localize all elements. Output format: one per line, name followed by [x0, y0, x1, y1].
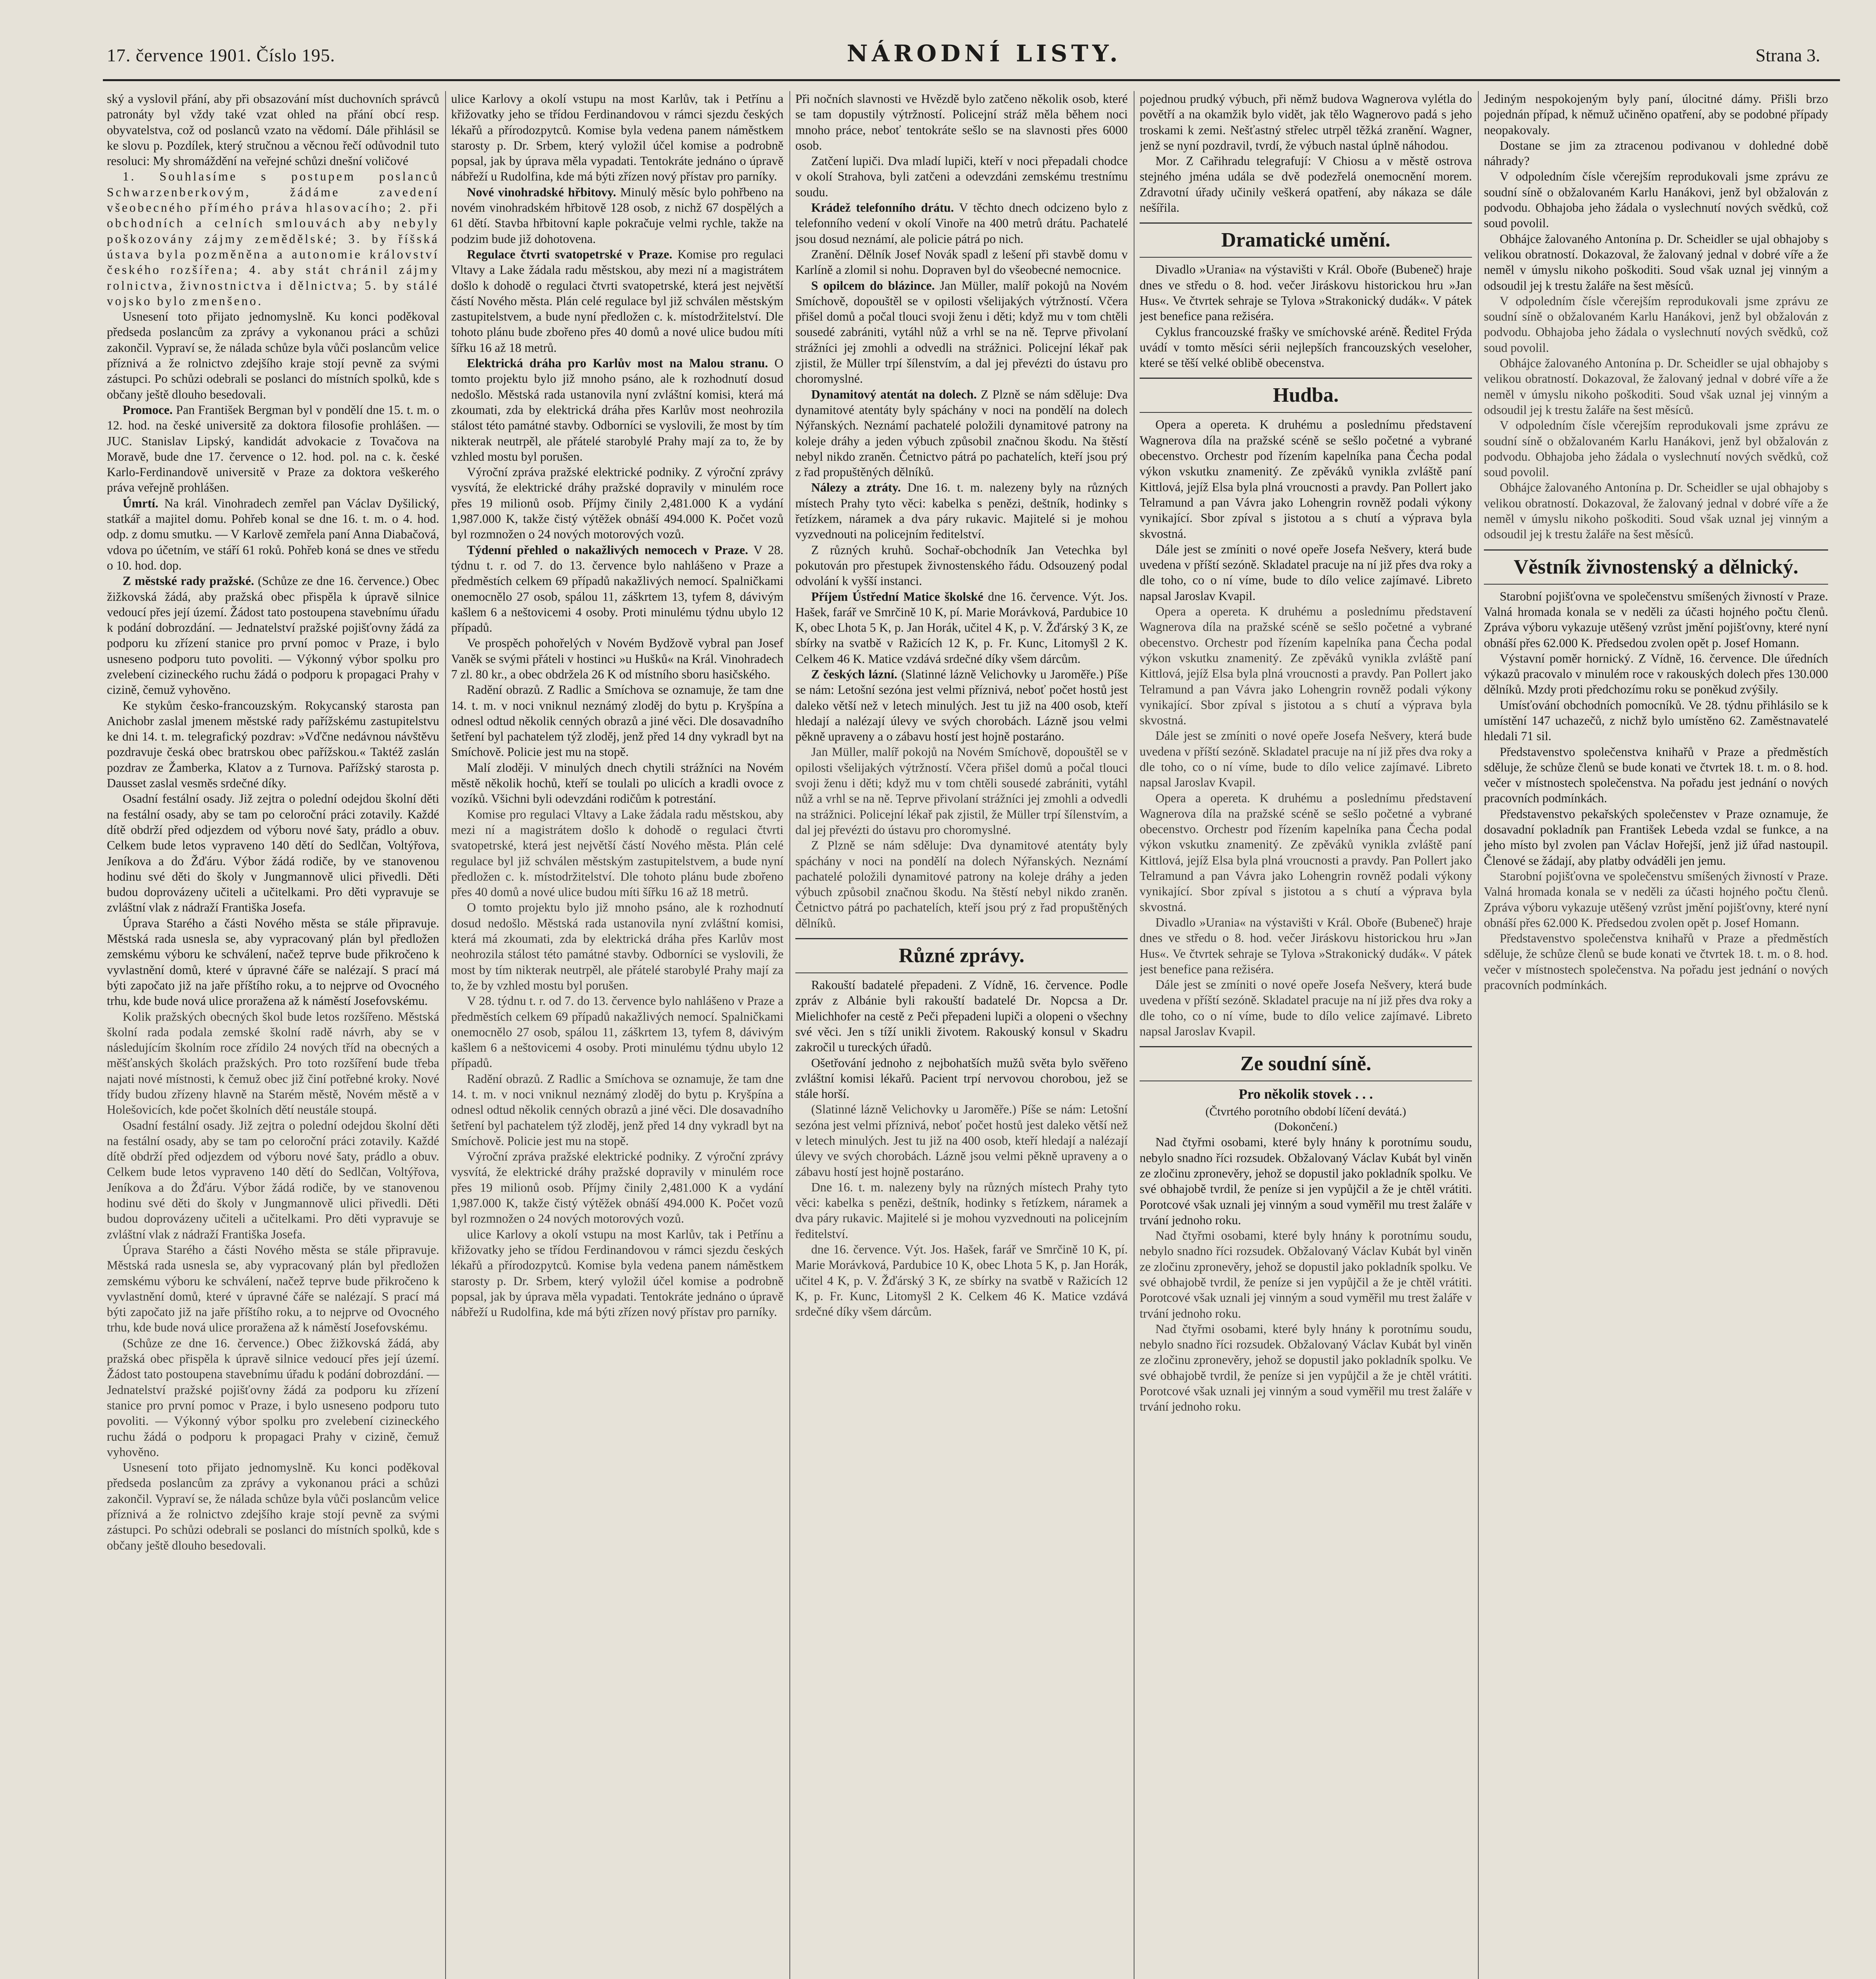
headline: Dynamitový atentát na dolech.: [811, 387, 977, 401]
column-rule: [1478, 91, 1479, 1979]
article-text: Divadlo »Urania« na výstavišti v Král. Oboře (Bubeneč) hraje dnes ve středu o 8. hod. večer Jiráskovu historickou hru »Jan Hus«. Ve čtvrtek sehraje se Tylova »Strakonický dudák«. V pátek jest benefice pana režiséra.: [1140, 915, 1472, 976]
article-text: Zranění. Dělník Josef Novák spadl z lešení při stavbě domu v Karlíně a zlomil si nohu. Dopraven byl do všeobecné nemocnice.: [795, 247, 1128, 277]
column-rule: [445, 91, 446, 1979]
article-text: Úprava Starého a části Nového města se stále připravuje. Městská rada usnesla se, aby vypracovaný plán byl předložen zemskému výboru ke schválení, načež teprve bude přikročeno k vyvlastnění domů, které v úpravné čáře se nalézají. S prací má býti započato již na jaře příštího roku, a to nejprve od Ovocného trhu, kde bude nová ulice proražena až k náměstí Josefovskému.: [107, 1242, 439, 1335]
section-title: Ze soudní síně.: [1240, 1052, 1371, 1075]
article-text: Osadní festální osady. Již zejtra o polední odejdou školní děti na festální osady, aby se tam po celoroční práci zotavily. Každé dítě obdrží před odjezdem od výboru nové šaty, prádlo a obuv. Celkem bude letos vypraveno 140 dětí do Sedlčan, Voltýřova, Jeníkova a do Žďáru. Výbor žádá rodiče, by ve stanovenou hodinu své děti do školy v Jungmannově ulici přivedli. Děti budou doprovázeny učiteli a učitelkami. Pro děti vypravuje se zvláštní vlak z nádraží Františka Josefa.: [107, 1118, 439, 1241]
headline: S opilcem do blázince.: [811, 278, 935, 292]
article-text: ulice Karlovy a okolí vstupu na most Karlův, tak i Petřínu a křižovatky jeho se třídou Ferdinandovou v rámci sjezdu českých lékařů a přírodozpytců. Komise byla vedena panem náměstkem starosty p. Dr. Srbem, který vyložil účel komise a podrobně popsal, jak by úprava měla vypadati. Tentokráte jednáno o úpravě nábřeží u Rudolfina, kde má býti zřízen nový přístav pro parníky.: [451, 1227, 783, 1319]
article-text: Malí zloději. V minulých dnech chytili strážníci na Novém městě několik hochů, kteří se toulali po ulicích a kradli ovoce z vozíků. Všichni byli odevzdáni rodičům k potrestání.: [451, 760, 783, 806]
article-text: Dále jest se zmíniti o nové opeře Josefa Nešvery, která bude uvedena v příští sezóně. Skladatel pracuje na ní již přes dva roky a dle toho, co o ní víme, bude to dílo velice zajímavé. Libreto napsal Jaroslav Kvapil.: [1140, 729, 1472, 790]
article-text: Jediným nespokojeným byly paní, úlocitné dámy. Přišli brzo pojednán případ, k němuž učiněno opatření, aby se podobné případy neopakovaly.: [1484, 92, 1828, 137]
page-header: [107, 38, 1876, 77]
headline: Krádež telefonního drátu.: [811, 201, 954, 215]
article-text: Umísťování obchodních pomocníků. Ve 28. týdnu přihlásilo se k umístění 147 uchazečů, z nichž bylo umístěno 62. Zaměstnavatelé hledali 71 sil.: [1484, 698, 1828, 743]
article-text: Ošetřování jednoho z nejbohatších mužů světa bylo svěřeno zvláštní komisi lékařů. Pacient trpí nervovou chorobou, jež se stále horší.: [795, 1056, 1128, 1101]
headline: Příjem Ústřední Matice školské: [811, 589, 984, 604]
headline: Nálezy a ztráty.: [811, 481, 901, 495]
article-text: ulice Karlovy a okolí vstupu na most Karlův, tak i Petřínu a křižovatky jeho se třídou Ferdinandovou v rámci sjezdu českých lékařů a přírodozpytců. Komise byla vedena panem náměstkem starosty p. Dr. Srbem, který vyložil účel komise a podrobně popsal, jak by úprava měla vypadati. Tentokráte jednáno o úpravě nábřeží u Rudolfina, kde má býti zřízen nový přístav pro parníky.: [451, 92, 783, 184]
section-title: Hudba.: [1273, 384, 1339, 407]
section-rule: [1140, 222, 1472, 224]
article-text: Mor. Z Cařihradu telegrafují: V Chiosu a v městě ostrova stejného jména udála se dvě podezřelá onemocnění morem. Zdravotní úřady učinily veškerá opatření, aby nákaza se dále nešířila.: [1140, 154, 1472, 215]
section-rule: [795, 972, 1128, 973]
article-text: Výroční zpráva pražské elektrické podniky. Z výroční zprávy vysvítá, že elektrické dráhy pražské dopravily v minulém roce přes 19 milionů osob. Příjmy činily 2,481.000 K a vydání 1,987.000 K, takže čistý výtěžek obnáší 494.000 K. Počet vozů byl rozmnožen o 24 nových motorových vozů.: [451, 1149, 783, 1226]
section-title: Věstník živnostenský a dělnický.: [1514, 555, 1798, 578]
article-text: Divadlo »Urania« na výstavišti v Král. Oboře (Bubeneč) hraje dnes ve středu o 8. hod. večer Jiráskovu historickou hru »Jan Hus«. Ve čtvrtek sehraje se Tylova »Strakonický dudák«. V pátek jest benefice pana režiséra.: [1140, 262, 1472, 323]
article-text: Obhájce žalovaného Antonína p. Dr. Scheidler se ujal obhajoby s velikou obratností. Dokazoval, že žalovaný jednal v dobré víře a že neměl v úmyslu nikoho poškoditi. Soud však uznal jej vinným a odsoudil jej k trestu žaláře na šest měsíců.: [1484, 481, 1828, 541]
article-text: Osadní festální osady. Již zejtra o polední odejdou školní děti na festální osady, aby se tam po celoroční práci zotavily. Každé dítě obdrží před odjezdem od výboru nové šaty, prádlo a obuv. Celkem bude letos vypraveno 140 dětí do Sedlčan, Voltýřova, Jeníkova a do Žďáru. Výbor žádá rodiče, by ve stanovenou hodinu své děti do školy v Jungmannově ulici přivedli. Děti budou doprovázeny učiteli a učitelkami. Pro děti vypravuje se zvláštní vlak z nádraží Františka Josefa.: [107, 792, 439, 915]
article-text: V odpoledním čísle včerejším reprodukovali jsme zprávu ze soudní síně o obžalovaném Karlu Hanákovi, jenž byl obžalován z podvodu. Obhajoba jeho žádala o vyslechnutí nových svědků, což soud povolil.: [1484, 169, 1828, 230]
issue-date: 17. července 1901. Číslo 195.: [107, 45, 336, 65]
article-text: V 28. týdnu t. r. od 7. do 13. července bylo nahlášeno v Praze a předměstích celkem 69 případů nakažlivých nemocí. Spalničkami onemocnělo 27 osob, spálou 11, záškrtem 13, tyfem 8, dávivým kašlem 6 a neštovicemi 4 osoby. Proti minulému týdnu ubylo 12 případů.: [451, 543, 783, 635]
column-3: [795, 91, 1128, 1979]
story-subtitle: (Dokončení.): [1274, 1120, 1337, 1134]
headline: Z českých lázní.: [811, 667, 897, 681]
article-text: Představenstvo společenstva knihařů v Praze a předměstích sděluje, že schůze členů se bude konati ve čtvrtek 18. t. m. o 8. hod. večer v místnostech společenstva. Na pořadu jest jednání o nových pracovních podmínkách.: [1484, 931, 1828, 992]
article-text: Dostane se jim za ztracenou podivanou v dohledné době náhrady?: [1484, 138, 1828, 168]
headline: Promoce.: [123, 403, 173, 417]
article-text: Starobní pojišťovna ve společenstvu smíšených živností v Praze. Valná hromada konala se v neděli za účasti hojného počtu členů. Zpráva výboru vykazuje utěšený vzrůst jmění pojišťovny, které nyní obnáší přes 62.000 K. Předsedou zvolen opět p. Josef Homann.: [1484, 589, 1828, 650]
column-rule: [789, 91, 790, 1979]
article-text: Pan František Bergman byl v pondělí dne 15. t. m. o 12. hod. na české universitě za doktora filosofie prohlášen. — JUC. Stanislav Lipský, kandidát advokacie z Tovačova na Moravě, bude dne 17. července o 12. hod. pol. na c. k. české Karlo-Ferdinandově universitě v Praze za doktora veškerého práva veřejně prohlášen.: [107, 403, 439, 495]
article-text: Ke stykům česko-francouzským. Rokycanský starosta pan Anichobr zaslal jmenem městské rady pařížskému zastupitelstvu ke dni 14. t. m. telegrafický pozdrav: »Vďčne nedávnou návštěvu pozdravuje česká obec bratrskou obec pařížskou.« Taktéž zaslán pozdrav ze Žamberka, Klatov a z Turnova. Pařížský starosta p. Dausset zaslal vesměs srdečné díky.: [107, 698, 439, 790]
article-text: Obhájce žalovaného Antonína p. Dr. Scheidler se ujal obhajoby s velikou obratností. Dokazoval, že žalovaný jednal v dobré víře a že neměl v úmyslu nikoho poškoditi. Soud však uznal jej vinným a odsoudil jej k trestu žaláře na šest měsíců.: [1484, 356, 1828, 417]
article-text: V těchto dnech odcizeno bylo z telefonního vedení v okolí Vinoře na 400 metrů drátu. Pachatelé jsou dosud neznámí, ale policie pátrá po nich.: [795, 201, 1128, 246]
article-text: Dne 16. t. m. nalezeny byly na různých místech Prahy tyto věci: kabelka s penězi, deštník, hodinky s řetízkem, náramek a dva páry rukavic. Majitelé si je mohou vyzvednouti na policejním ředitelství.: [795, 1180, 1128, 1241]
article-text: Komise pro regulaci Vltavy a Lake žádala radu městskou, aby mezi ní a magistrátem došlo k dohodě o regulaci čtvrti svatopetrské, která jest největší částí Nového města. Plán celé regulace byl již schválen městským zastupitelstvem, a bude nyní předložen c. k. místodržitelství. Dle tohoto plánu bude zbořeno přes 40 domů a nové ulice budou míti šířku 16 až 18 metrů.: [451, 247, 783, 355]
column-1: [107, 91, 439, 1979]
article-text: V odpoledním čísle včerejším reprodukovali jsme zprávu ze soudní síně o obžalovaném Karlu Hanákovi, jenž byl obžalován z podvodu. Obhajoba jeho žádala o vyslechnutí nových svědků, což soud povolil.: [1484, 418, 1828, 479]
section-title: Různé zprávy.: [899, 944, 1024, 967]
column-4: [1140, 91, 1472, 1979]
article-text: Nad čtyřmi osobami, které byly hnány k porotnímu soudu, nebylo snadno říci rozsudek. Obžalovaný Václav Kubát byl viněn ze zločinu zpronevěry, jehož se dopustil jako pokladník spolku. Ve své obhajobě tvrdil, že peníze si jen vypůjčil a že je chtěl vrátiti. Porotcové však uznali jej vinným a soud vyměřil mu trest žaláře v trvání jednoho roku.: [1140, 1229, 1472, 1320]
article-text: Z Plzně se nám sděluje: Dva dynamitové atentáty byly spáchány v noci na pondělí na dolech Nýřanských. Neznámí pachatelé položili dynamitové patrony na koleje dráhy a jeden výbuch způsobil značnou škodu. Na štěstí nebyl nikdo zraněn. Četnictvo pátrá po pachatelích, kteří jsou prý z řad propuštěných dělníků.: [795, 387, 1128, 479]
article-text: Dále jest se zmíniti o nové opeře Josefa Nešvery, která bude uvedena v příští sezóně. Skladatel pracuje na ní již přes dva roky a dle toho, co o ní víme, bude to dílo velice zajímavé. Libreto napsal Jaroslav Kvapil.: [1140, 542, 1472, 603]
article-text: Z různých kruhů. Sochař-obchodník Jan Vetechka byl pokutován pro přestupek živnostenského řádu. Odsouzený podal odvolání k vyšší instanci.: [795, 543, 1128, 588]
headline: Elektrická dráha pro Karlův most na Malou stranu.: [467, 356, 768, 370]
article-text: Opera a opereta. K druhému a poslednímu představení Wagnerova díla na pražské scéně se sešlo početné a vybrané obecenstvo. Orchestr pod řízením kapelníka pana Čecha podal výkon vskutku znamenitý. Ze zpěváků vynikla zvláště paní Kittlová, jejíž Elsa byla plná vroucnosti a pravdy. Pan Pollert jako Telramund a pan Vávra jako Lohengrin rovněž podali výkony vynikající. Sbor zpíval s jistotou a s chutí a výprava byla skvostná.: [1140, 791, 1472, 914]
article-text: Představenstvo společenstva knihařů v Praze a předměstích sděluje, že schůze členů se bude konati ve čtvrtek 18. t. m. o 8. hod. večer v místnostech společenstva. Na pořadu jest jednání o nových pracovních podmínkách.: [1484, 744, 1828, 805]
resolution-text: 1. Souhlasíme s postupem poslanců Schwarzenberkovým, žádáme zavedení všeobecného přímého práva hlasovacího; 2. při obchodních a celních smlouvách aby nebyly poškozovány zájmy zemědělské; 3. by říšská ústava byla pozměněna a autonomie království českého rozšířena; 4. aby stát chránil zájmy rolnictva, živnostnictva i dělnictva; 5. by stálé vojsko bylo zmenšeno.: [107, 169, 439, 308]
article-text: Na král. Vinohradech zemřel pan Václav Dyšilický, statkář a majitel domu. Pohřeb konal se dne 16. t. m. o 4. hod. odp. z domu smutku. — V Karlově zemřela paní Anna Diabačová, vdova po účetním, ve stáří 61 roků. Pohřeb koná se dnes ve středu o 10. hod. dop.: [107, 496, 439, 572]
section-rule: [795, 938, 1128, 939]
article-text: Výstavní poměr hornický. Z Vídně, 16. července. Dle úředních výkazů pracovalo v minulém roce v rakouských dolech přes 130.000 dělníků. Mzdy proti předchozímu roku se poněkud zvýšily.: [1484, 651, 1828, 697]
article-text: pojednou prudký výbuch, při němž budova Wagnerova vylétla do povětří a na okamžik bylo vidět, jak tělo Wagnerovo padá s jeho troskami k zemi. Nešťastný střelec utrpěl těžká zranění. Wagner, jenž se nyní pozdravil, tvrdí, že výbuch nastal úplně náhodou.: [1140, 92, 1472, 152]
article-text: Starobní pojišťovna ve společenstvu smíšených živností v Praze. Valná hromada konala se v neděli za účasti hojného počtu členů. Zpráva výboru vykazuje utěšený vzrůst jmění pojišťovny, které nyní obnáší přes 62.000 K. Předsedou zvolen opět p. Josef Homann.: [1484, 869, 1828, 930]
article-text: Rakouští badatelé přepadeni. Z Vídně, 16. července. Podle zpráv z Albánie byli rakouští badatelé Dr. Nopcsa a Dr. Mielichhofer na cestě z Peči přepadeni lupiči a olopeni o všechny své věci. Jen s tíží unikli životem. Rakouský konsul v Skadru zakročil u tureckých úřadů.: [795, 978, 1128, 1054]
column-5: [1484, 91, 1828, 1979]
story-title: Pro několik stovek . . .: [1239, 1086, 1373, 1102]
section-rule: [1484, 549, 1828, 551]
article-text: O tomto projektu bylo již mnoho psáno, ale k rozhodnutí dosud nedošlo. Městská rada ustanovila nyní zvláštní komisi, která má zkoumati, zda by elektrická dráha přes Karlův most neohrozila stálost této památné stavby. Odborníci se vyslovili, že most by tím nikterak neutrpěl, ale přátelé starobylé Prahy mají za to, že by vzhled mostu byl porušen.: [451, 356, 783, 463]
article-text: Opera a opereta. K druhému a poslednímu představení Wagnerova díla na pražské scéně se sešlo početné a vybrané obecenstvo. Orchestr pod řízením kapelníka pana Čecha podal výkon vskutku znamenitý. Ze zpěváků vynikla zvláště paní Kittlová, jejíž Elsa byla plná vroucnosti a pravdy. Pan Pollert jako Telramund a pan Vávra jako Lohengrin rovněž podali výkony vynikající. Sbor zpíval s jistotou a s chutí a výprava byla skvostná.: [1140, 418, 1472, 541]
headline: Úmrtí.: [123, 496, 159, 510]
header-rule: [103, 79, 1840, 81]
article-text: (Schůze ze dne 16. července.) Obec žižkovská žádá, aby pražská obec přispěla k úpravě silnice vedoucí přes její území. Žádost tato postoupena stavebnímu úřadu k podání dobrozdání. — Jednatelství pražské pojišťovny žádá za podporu ku zřízení stanice pro první pomoc v Praze, i bylo usneseno podporu tuto povoliti. — Výkonný výbor spolku pro zvelebení cizineckého ruchu žádá o podporu k propagaci Prahy v cizině, čemuž vyhověno.: [107, 1336, 439, 1459]
article-text: (Slatinné lázně Velichovky u Jaroměře.) Píše se nám: Letošní sezóna jest velmi příznivá, neboť počet hostů jest daleko větší než v letech minulých. Jest tu již na 400 osob, kteří hledají a nalézají úlevy ve svých chorobách. Lázně jsou velmi pěkně upraveny a o zábavu hostí jest hojně postaráno.: [795, 667, 1128, 744]
section-rule: [1140, 412, 1472, 413]
article-text: Jan Müller, malíř pokojů na Novém Smíchově, dopouštěl se v opilosti všelijakých výtržností. Včera přišel domů a počal tlouci svoji ženu i děti; když mu v tom chtěli sousedé zabrániti, vytáhl nůž a vrhl se na ně. Teprve přivolaní strážníci jej zmohli a odvedli na strážnici. Policejní lékař pak zjistil, že Müller trpí šílenstvím, a dal jej převézti do ústavu pro choromyslné.: [795, 745, 1128, 837]
article-text: O tomto projektu bylo již mnoho psáno, ale k rozhodnutí dosud nedošlo. Městská rada ustanovila nyní zvláštní komisi, která má zkoumati, zda by elektrická dráha přes Karlův most neohrozila stálost této památné stavby. Odborníci se vyslovili, že most by tím nikterak neutrpěl, ale přátelé starobylé Prahy mají za to, že by vzhled mostu byl porušen.: [451, 900, 783, 992]
article-text: Představenstvo pekařských společenstev v Praze oznamuje, že dosavadní pokladník pan František Lebeda vzdal se funkce, a na jeho místo byl zvolen pan Václav Hořejší, jenž již úřad nastoupil. Členové se žádají, aby platby odváděli jen jemu.: [1484, 807, 1828, 868]
section-rule: [1140, 378, 1472, 379]
section-title: Dramatické umění.: [1221, 229, 1390, 252]
article-text: Úprava Starého a části Nového města se stále připravuje. Městská rada usnesla se, aby vypracovaný plán byl předložen zemskému výboru ke schválení, načež teprve bude přikročeno k vyvlastnění domů, které v úpravné čáře se nalézají. S prací má býti započato již na jaře příštího roku, a to nejprve od Ovocného trhu, kde bude nová ulice proražena až k náměstí Josefovskému.: [107, 916, 439, 1008]
article-text: Nad čtyřmi osobami, které byly hnány k porotnímu soudu, nebylo snadno říci rozsudek. Obžalovaný Václav Kubát byl viněn ze zločinu zpronevěry, jehož se dopustil jako pokladník spolku. Ve své obhajobě tvrdil, že peníze si jen vypůjčil a že je chtěl vrátiti. Porotcové však uznali jej vinným a soud vyměřil mu trest žaláře v trvání jednoho roku.: [1140, 1322, 1472, 1414]
article-text: dne 16. července. Výt. Jos. Hašek, farář ve Smrčině 10 K, pí. Marie Morávková, Pardubice 10 K, obec Lhota 5 K, p. Jan Horák, učitel 4 K, p. V. Žďárský 3 K, ze sbírky na svatbě v Ražicích 12 K, p. Fr. Kunc, Litomyšl 2 K. Celkem 46 K. Matice vzdává srdečné díky všem dárcům.: [795, 589, 1128, 666]
article-text: dne 16. července. Výt. Jos. Hašek, farář ve Smrčině 10 K, pí. Marie Morávková, Pardubice 10 K, obec Lhota 5 K, p. Jan Horák, učitel 4 K, p. V. Žďárský 3 K, ze sbírky na svatbě v Ražicích 12 K, p. Fr. Kunc, Litomyšl 2 K. Celkem 46 K. Matice vzdává srdečné díky všem dárcům.: [795, 1242, 1128, 1319]
section-rule: [1484, 584, 1828, 585]
headline: Regulace čtvrti svatopetrské v Praze.: [467, 247, 672, 261]
masthead-title: NÁRODNÍ LISTY.: [847, 40, 1122, 67]
article-text: Dne 16. t. m. nalezeny byly na různých místech Prahy tyto věci: kabelka s penězi, deštník, hodinky s řetízkem, náramek a dva páry rukavic. Majitelé si je mohou vyzvednouti na policejním ředitelství.: [795, 481, 1128, 541]
article-text: Radění obrazů. Z Radlic a Smíchova se oznamuje, že tam dne 14. t. m. v noci vniknul neznámý zloděj do bytu p. Kryšpína a odnesl odtud několik cenných obrazů a jiné věci. Dle dosavadního šetření byl pachatelem týž zloděj, jenž před 14 dny vykradl byt na Smíchově. Policie jest mu na stopě.: [451, 683, 783, 759]
article-text: Cyklus francouzské frašky ve smíchovské aréně. Ředitel Frýda uvádí v tomto měsíci sérii nejlepších francouzských veseloher, které se těší velké oblibě obecenstva.: [1140, 325, 1472, 370]
article-text: Radění obrazů. Z Radlic a Smíchova se oznamuje, že tam dne 14. t. m. v noci vniknul neznámý zloděj do bytu p. Kryšpína a odnesl odtud několik cenných obrazů a jiné věci. Dle dosavadního šetření byl pachatelem týž zloděj, jenž před 14 dny vykradl byt na Smíchově. Policie jest mu na stopě.: [451, 1071, 783, 1148]
article-text: Ve prospěch pohořelých v Novém Bydžově vybral pan Josef Vaněk se svými přáteli v hostinci »u Hušků« na Král. Vinohradech 7 zl. 80 kr., a obec obdržela 26 K od místního sboru hasičského.: [451, 636, 783, 681]
article-text: Usnesení toto přijato jednomyslně. Ku konci poděkoval předseda poslancům za zprávy a vykonanou práci a schůzi zakončil. Vypraví se, že nálada schůze byla vůči poslancům velice příznivá a že rolnictvo zdejšího kraje stojí pevně za svými zástupci. Po schůzi odebrali se poslanci do místních spolků, kde s občany ještě dlouho besedovali.: [107, 1461, 439, 1552]
article-text: Kolik pražských obecných škol bude letos rozšířeno. Městská školní rada podala zemské školní radě návrh, aby se v následujícím školním roce zřídilo 24 nových tříd na obecných a měšťanských školách pražských. Pro toto rozšíření bude třeba najati nové místnosti, k čemuž obec již činí potřebné kroky. Nové třídy budou zřízeny hlavně na Starém městě, Novém městě a v Holešovicích, kde počet školních dětí neustále stoupá.: [107, 1009, 439, 1117]
headline: Týdenní přehled o nakažlivých nemocech v Praze.: [467, 543, 748, 557]
article-text: (Schůze ze dne 16. července.) Obec žižkovská žádá, aby pražská obec přispěla k úpravě silnice vedoucí přes její území. Žádost tato postoupena stavebnímu úřadu k podání dobrozdání. — Jednatelství pražské pojišťovny žádá za podporu ku zřízení stanice pro první pomoc v Praze, i bylo usneseno podporu tuto povoliti. — Výkonný výbor spolku pro zvelebení cizineckého ruchu žádá o podporu k propagaci Prahy v cizině, čemuž vyhověno.: [107, 574, 439, 697]
article-text: Z Plzně se nám sděluje: Dva dynamitové atentáty byly spáchány v noci na pondělí na dolech Nýřanských. Neznámí pachatelé položili dynamitové patrony na koleje dráhy a jeden výbuch způsobil značnou škodu. Na štěstí nebyl nikdo zraněn. Četnictvo pátrá po pachatelích, kteří jsou prý z řad propuštěných dělníků.: [795, 838, 1128, 930]
article-text: Nad čtyřmi osobami, které byly hnány k porotnímu soudu, nebylo snadno říci rozsudek. Obžalovaný Václav Kubát byl viněn ze zločinu zpronevěry, jehož se dopustil jako pokladník spolku. Ve své obhajobě tvrdil, že peníze si jen vypůjčil a že je chtěl vrátiti. Porotcové však uznali jej vinným a soud vyměřil mu trest žaláře v trvání jednoho roku.: [1140, 1135, 1472, 1227]
page-number: Strana 3.: [1755, 45, 1820, 65]
article-text: Opera a opereta. K druhému a poslednímu představení Wagnerova díla na pražské scéně se sešlo početné a vybrané obecenstvo. Orchestr pod řízením kapelníka pana Čecha podal výkon vskutku znamenitý. Ze zpěváků vynikla zvláště paní Kittlová, jejíž Elsa byla plná vroucnosti a pravdy. Pan Pollert jako Telramund a pan Vávra jako Lohengrin rovněž podali výkony vynikající. Sbor zpíval s jistotou a s chutí a výprava byla skvostná.: [1140, 604, 1472, 727]
article-text: Při nočních slavnosti ve Hvězdě bylo zatčeno několik osob, které se tam dopustily výtržností. Policejní stráž měla během noci mnoho práce, neboť tentokráte sešlo se na slavnosti přes 6000 osob.: [795, 92, 1128, 152]
article-text: Minulý měsíc bylo pohřbeno na novém vinohradském hřbitově 128 osob, z nichž 67 dospělých a 61 dětí. Stavba hřbitovní kaple pokračuje velmi rychle, takže na podzim bude již dohotovena.: [451, 185, 783, 246]
article-text: Dále jest se zmíniti o nové opeře Josefa Nešvery, která bude uvedena v příští sezóně. Skladatel pracuje na ní již přes dva roky a dle toho, co o ní víme, bude to dílo velice zajímavé. Libreto napsal Jaroslav Kvapil.: [1140, 978, 1472, 1039]
section-rule: [1140, 1046, 1472, 1047]
article-text: V odpoledním čísle včerejším reprodukovali jsme zprávu ze soudní síně o obžalovaném Karlu Hanákovi, jenž byl obžalován z podvodu. Obhajoba jeho žádala o vyslechnutí nových svědků, což soud povolil.: [1484, 294, 1828, 355]
headline: Z městské rady pražské.: [123, 574, 254, 588]
article-text: V 28. týdnu t. r. od 7. do 13. července bylo nahlášeno v Praze a předměstích celkem 69 případů nakažlivých nemocí. Spalničkami onemocnělo 27 osob, spálou 11, záškrtem 13, tyfem 8, dávivým kašlem 6 a neštovicemi 4 osoby. Proti minulému týdnu ubylo 12 případů.: [451, 994, 783, 1070]
article-text: Jan Müller, malíř pokojů na Novém Smíchově, dopouštěl se v opilosti všelijakých výtržností. Včera přišel domů a počal tlouci svoji ženu i děti; když mu v tom chtěli sousedé zabrániti, vytáhl nůž a vrhl se na ně. Teprve přivolaní strážníci jej zmohli a odvedli na strážnici. Policejní lékař pak zjistil, že Müller trpí šílenstvím, a dal jej převézti do ústavu pro choromyslné.: [795, 278, 1128, 386]
story-subtitle: (Čtvrtého porotního období líčení devátá.): [1205, 1105, 1406, 1119]
article-text: Usnesení toto přijato jednomyslně. Ku konci poděkoval předseda poslancům za zprávy a vykonanou práci a schůzi zakončil. Vypraví se, že nálada schůze byla vůči poslancům velice příznivá a že rolnictvo zdejšího kraje stojí pevně za svými zástupci. Po schůzi odebrali se poslanci do místních spolků, kde s občany ještě dlouho besedovali.: [107, 310, 439, 401]
headline: Nové vinohradské hřbitovy.: [467, 185, 616, 199]
article-text: Komise pro regulaci Vltavy a Lake žádala radu městskou, aby mezi ní a magistrátem došlo k dohodě o regulaci čtvrti svatopetrské, která jest největší částí Nového města. Plán celé regulace byl již schválen městským zastupitelstvem, a bude nyní předložen c. k. místodržitelství. Dle tohoto plánu bude zbořeno přes 40 domů a nové ulice budou míti šířku 16 až 18 metrů.: [451, 807, 783, 899]
column-2: [451, 91, 783, 1979]
article-text: Výroční zpráva pražské elektrické podniky. Z výroční zprávy vysvítá, že elektrické dráhy pražské dopravily v minulém roce přes 19 milionů osob. Příjmy činily 2,481.000 K a vydání 1,987.000 K, takže čistý výtěžek obnáší 494.000 K. Počet vozů byl rozmnožen o 24 nových motorových vozů.: [451, 465, 783, 541]
article-text: ský a vyslovil přání, aby při obsazování míst duchovních správců patronáty byl vždy také vzat ohled na přání obcí resp. obyvatelstva, což od poslanců vzato na vědomí. Dále přihlásil se ke slovu p. Pozdílek, který stručnou a věcnou řečí odůvodnil tuto resoluci: My shromáždění na veřejné schůzi dnešní voličové: [107, 92, 439, 168]
article-text: Obhájce žalovaného Antonína p. Dr. Scheidler se ujal obhajoby s velikou obratností. Dokazoval, že žalovaný jednal v dobré víře a že neměl v úmyslu nikoho poškoditi. Soud však uznal jej vinným a odsoudil jej k trestu žaláře na šest měsíců.: [1484, 232, 1828, 292]
section-rule: [1140, 257, 1472, 258]
article-text: Zatčení lupiči. Dva mladí lupiči, kteří v noci přepadali chodce v okolí Strahova, byli zatčeni a odevzdáni zemskému trestnímu soudu.: [795, 154, 1128, 199]
article-text: (Slatinné lázně Velichovky u Jaroměře.) Píše se nám: Letošní sezóna jest velmi příznivá, neboť počet hostů jest daleko větší než v letech minulých. Jest tu již na 400 osob, kteří hledají a nalézají úlevy ve svých chorobách. Lázně jsou velmi pěkně upraveny a o zábavu hostí jest hojně postaráno.: [795, 1102, 1128, 1179]
